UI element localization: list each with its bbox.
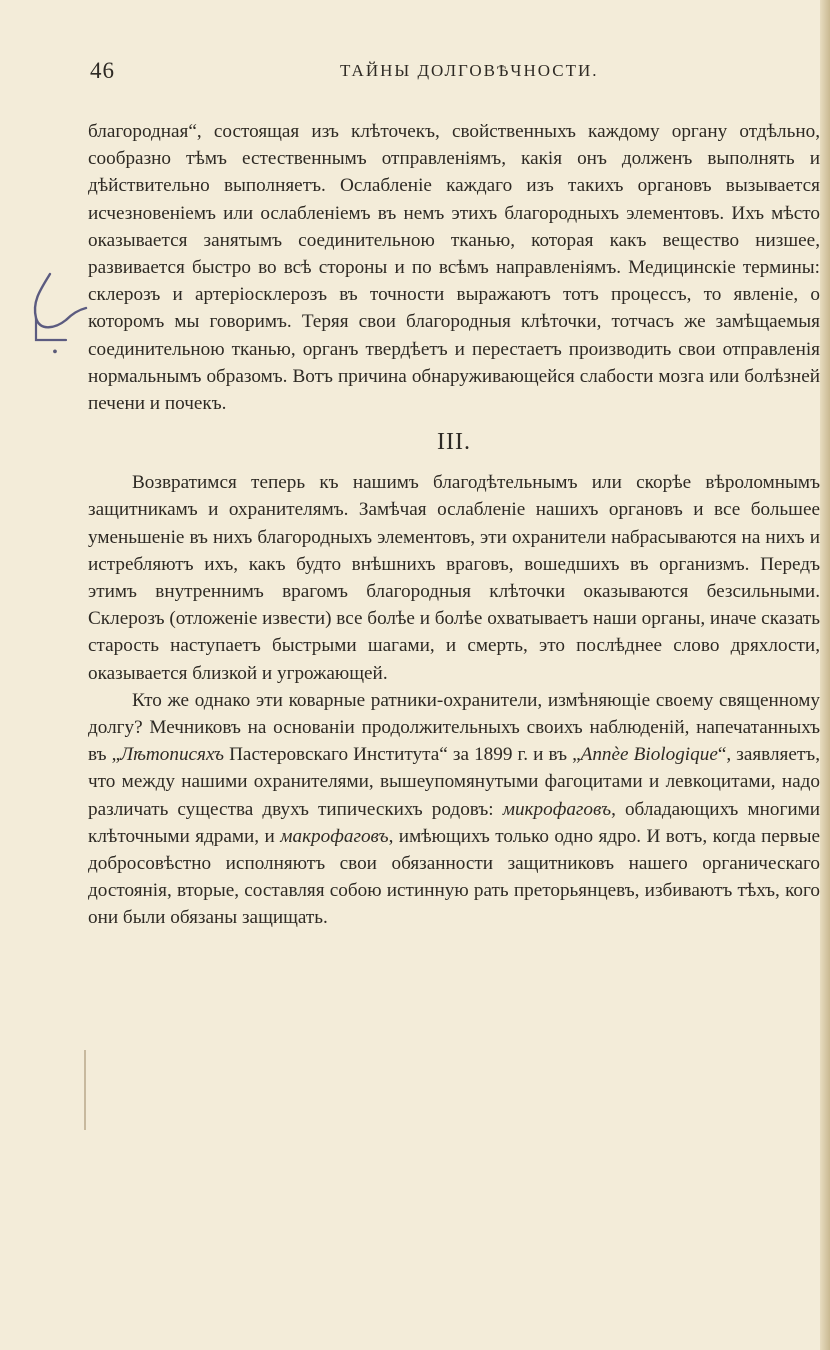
page-header bbox=[90, 58, 810, 88]
paragraph-2-part-3: “, заявляетъ, что между нашими охранителями, вышеупомянутыми фагоцитами и левкоцитами, надо различать существа двухъ типическихъ родовъ: bbox=[88, 744, 820, 820]
italic-letopisi: Лѣтописяхъ bbox=[120, 744, 224, 766]
running-title: ТАЙНЫ ДОЛГОВѢЧНОСТИ. bbox=[340, 61, 599, 80]
page-edge bbox=[820, 0, 830, 1350]
body-text bbox=[88, 118, 820, 932]
margin-pencil-line bbox=[84, 1050, 86, 1130]
paragraph-1: Возвратимся теперь къ нашимъ благодѣтельнымъ или скорѣе вѣроломнымъ защитникамъ и охранителямъ. Замѣчая ослабленіе нашихъ органовъ и все большее уменьшеніе въ нихъ благородныхъ элементовъ, эти охранители набрасываются на нихъ и истребляютъ ихъ, какъ будто внѣшнихъ враговъ, вошедшихъ въ организмъ. Передъ этимъ внутреннимъ врагомъ благородныя клѣточки оказываются безсильными. Склерозъ (отложеніе извести) все болѣе и болѣе охватываетъ наши органы, иначе сказать старость наступаетъ быстрыми шагами, и смерть, это послѣднее слово дряхлости, оказывается близкой и угрожающей. bbox=[88, 472, 820, 684]
paragraph-2-part-2: Пастеровскаго Института“ за 1899 г. и въ „ bbox=[223, 744, 581, 766]
paragraph-2-part-1: Кто же однако эти коварные ратники-охранители, измѣняющіе своему священному долгу? Мечниковъ на основаніи продолжительныхъ своихъ наблюденій, напечатанныхъ въ „ bbox=[88, 689, 820, 766]
section-heading: III. bbox=[437, 429, 471, 456]
italic-macrophages: макрофаговъ bbox=[280, 825, 389, 847]
italic-annee-biologique: Annèe Biologique bbox=[580, 744, 718, 766]
margin-dot: • bbox=[52, 344, 58, 361]
page-number: 46 bbox=[90, 58, 115, 83]
pencil-margin-mark-icon bbox=[26, 268, 90, 348]
continued-paragraph: благородная“, состоящая изъ клѣточекъ, свойственныхъ каждому органу отдѣльно, сообразно тѣмъ естественнымъ отправленіямъ, какія онъ долженъ выполнять и дѣйствительно выполняетъ. Ослабленіе каждаго изъ такихъ органовъ вызывается исчезновеніемъ или ослабленіемъ въ немъ этихъ благородныхъ элементовъ. Ихъ мѣсто оказывается занятымъ соединительною тканью, которая какъ вещество низшее, развивается быстро во всѣ стороны и по всѣмъ направленіямъ. Медицинскіе термины: склерозъ и артеріосклерозъ въ точности выражаютъ тотъ процессъ, то явленіе, о которомъ мы говоримъ. Теряя свои благородныя клѣточки, тотчасъ же замѣщаемыя соединительною тканью, органъ твердѣетъ и перестаетъ производить свои отправленія нормальнымъ образомъ. Вотъ причина обнаруживающейся слабости мозга или болѣзней печени и почекъ. bbox=[88, 121, 820, 415]
italic-microphages: микрофаговъ bbox=[502, 798, 612, 820]
paragraph-2-part-5: , имѣющихъ только одно ядро. И вотъ, когда первые добросовѣстно исполняютъ свои обязанности защитниковъ нашего органическаго достоянія, вторые, составляя собою истинную рать преторьянцевъ, избиваютъ тѣхъ, кого они были обязаны защищать. bbox=[88, 825, 820, 929]
paragraph-2-part-4: , обладающихъ многими клѣточными ядрами, и bbox=[88, 798, 820, 847]
paragraph-2 bbox=[88, 687, 820, 932]
